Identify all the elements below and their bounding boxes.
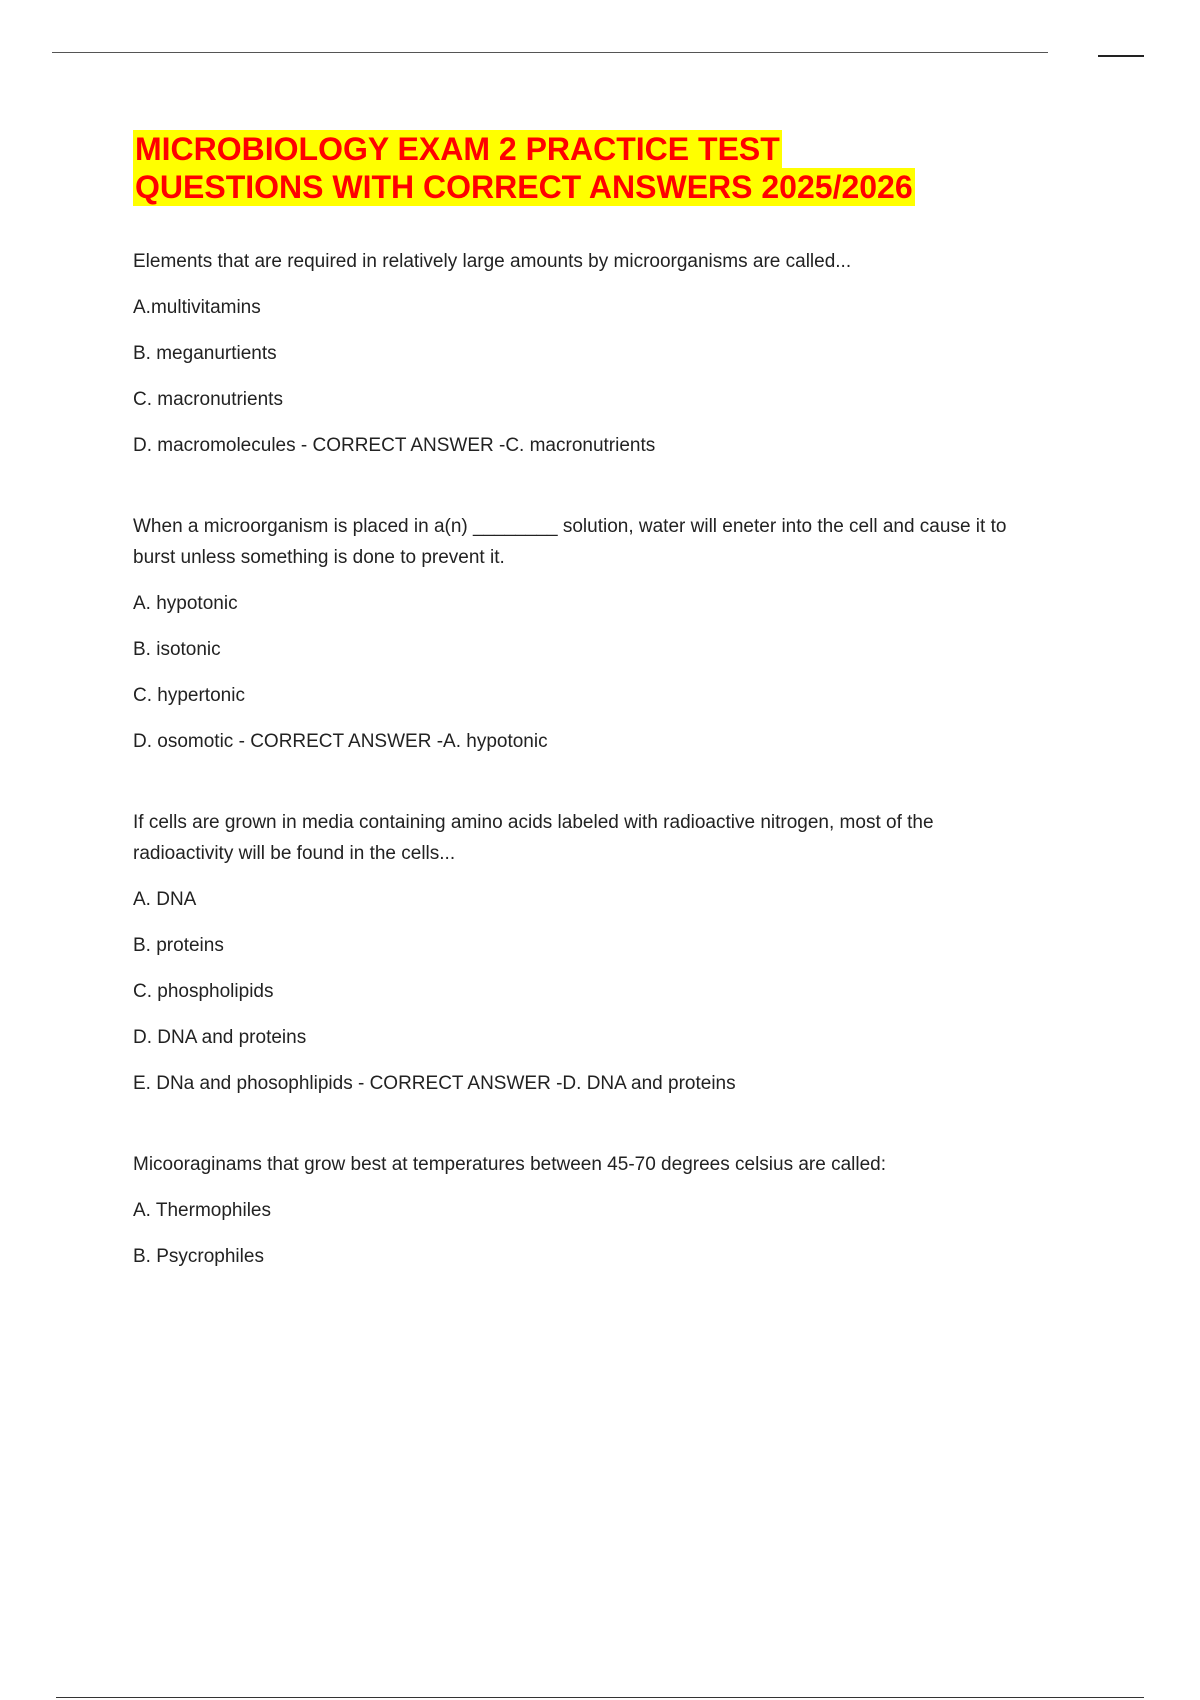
answer-option: C. phospholipids: [133, 981, 274, 1002]
answer-option: A. Thermophiles: [133, 1200, 271, 1221]
question-prompt: Micooraginams that grow best at temperatures between 45-70 degrees celsius are called:: [133, 1154, 887, 1175]
question-prompt: Elements that are required in relatively large amounts by microorganisms are called...: [133, 251, 852, 272]
document-title: [133, 130, 1033, 206]
answer-option: B. meganurtients: [133, 343, 277, 364]
answer-option: D. DNA and proteins: [133, 1027, 307, 1048]
question-prompt: If cells are grown in media containing amino acids labeled with radioactive nitrogen, most of the radioactivity will be found in the cells...: [133, 812, 934, 864]
answer-option: A. hypotonic: [133, 593, 238, 614]
question-prompt: When a microorganism is placed in a(n) ________ solution, water will eneter into the cell and cause it to burst unless something is done to prevent it.: [133, 516, 1007, 568]
answer-option-with-correct-answer: E. DNa and phosophlipids - CORRECT ANSWER -D. DNA and proteins: [133, 1073, 736, 1094]
title-line-2: QUESTIONS WITH CORRECT ANSWERS 2025/2026: [135, 169, 913, 205]
answer-option: C. macronutrients: [133, 389, 283, 410]
header-rule: [52, 52, 1048, 53]
document-body: [133, 130, 1033, 1322]
question-block: [133, 1149, 1033, 1272]
question-block: [133, 511, 1033, 757]
answer-option: B. isotonic: [133, 639, 221, 660]
answer-option-with-correct-answer: D. osomotic - CORRECT ANSWER -A. hypotonic: [133, 731, 548, 752]
answer-option: C. hypertonic: [133, 685, 245, 706]
question-block: [133, 807, 1033, 1099]
header-rule-short: [1098, 55, 1144, 57]
answer-option: B. Psycrophiles: [133, 1246, 264, 1267]
answer-option: A. DNA: [133, 889, 197, 910]
question-block: [133, 246, 1033, 461]
answer-option: B. proteins: [133, 935, 224, 956]
answer-option-with-correct-answer: D. macromolecules - CORRECT ANSWER -C. macronutrients: [133, 435, 656, 456]
answer-option: A.multivitamins: [133, 297, 261, 318]
footer-rule: [56, 1697, 1144, 1698]
title-line-1: MICROBIOLOGY EXAM 2 PRACTICE TEST: [135, 131, 780, 167]
